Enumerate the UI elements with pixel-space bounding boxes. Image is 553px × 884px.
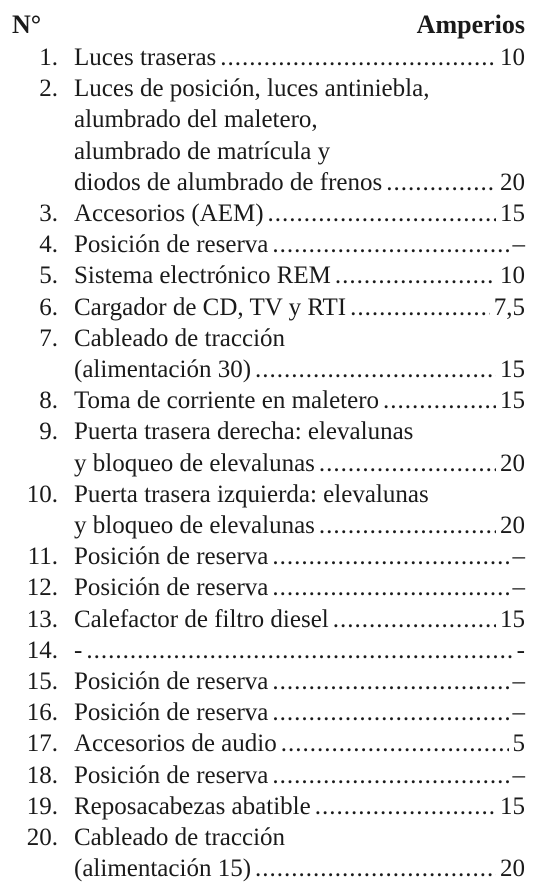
description-line <box>74 385 525 416</box>
fuse-entry <box>12 572 525 603</box>
description-text: Reposacabezas abatible <box>74 792 311 820</box>
fuse-number: 2. <box>39 75 58 103</box>
dot-leader <box>272 541 508 572</box>
description-line <box>74 541 525 572</box>
amperage-value: – <box>512 574 525 602</box>
description-text: Luces traseras <box>74 44 217 71</box>
description-line <box>74 510 525 541</box>
amperage-value: 20 <box>500 449 525 477</box>
amperage-value: 20 <box>500 512 525 540</box>
fuse-number: 17. <box>26 730 58 758</box>
fuse-description <box>74 198 525 229</box>
table-header <box>12 10 525 40</box>
fuse-number: 1. <box>39 44 58 71</box>
amperage-value: 15 <box>500 356 525 384</box>
amperage-value: 10 <box>500 44 525 71</box>
fuse-number: 14. <box>26 636 58 664</box>
dot-leader <box>255 853 496 884</box>
description-line <box>74 167 525 198</box>
dot-leader <box>386 167 496 198</box>
dot-leader <box>315 791 496 822</box>
fuse-entry <box>12 416 525 478</box>
description-line <box>74 292 525 323</box>
fuse-description <box>74 635 525 666</box>
fuse-entry <box>12 292 525 323</box>
fuse-description <box>74 791 525 822</box>
amperage-value: – <box>512 543 525 571</box>
description-line <box>74 604 525 635</box>
amperage-value: – <box>512 668 525 696</box>
fuse-number: 12. <box>26 574 58 602</box>
fuse-number: 18. <box>26 761 58 789</box>
fuse-number: 15. <box>26 668 58 696</box>
amperage-value: 15 <box>500 387 525 415</box>
description-text: y bloqueo de elevalunas <box>74 449 315 477</box>
fuse-entry <box>12 198 525 229</box>
description-text: Posición de reserva <box>74 574 269 602</box>
description-text: Luces de posición, luces antiniebla, <box>74 75 430 103</box>
amperage-value: – <box>512 231 525 259</box>
description-text: alumbrado del maletero, <box>74 106 318 134</box>
description-text: Sistema electrónico REM <box>74 262 331 290</box>
fuse-number: 7. <box>39 324 58 352</box>
description-text: Toma de corriente en maletero <box>74 387 380 415</box>
dot-leader <box>272 760 508 791</box>
dot-leader <box>272 666 508 697</box>
fuse-number: 20. <box>26 824 58 852</box>
fuse-number: 11. <box>27 543 58 571</box>
fuse-number: 3. <box>39 200 58 228</box>
fuse-description <box>74 728 525 759</box>
fuse-entry <box>12 385 525 416</box>
description-line <box>74 760 525 791</box>
fuse-entry <box>12 42 525 73</box>
fuse-entry <box>12 604 525 635</box>
amperage-value: – <box>512 761 525 789</box>
amperage-value: 20 <box>500 855 525 883</box>
description-line <box>74 572 525 603</box>
fuse-description <box>74 666 525 697</box>
amperage-value: 20 <box>500 168 525 196</box>
description-text: Puerta trasera izquierda: elevalunas <box>74 480 429 508</box>
description-line <box>74 323 525 354</box>
fuse-number: 16. <box>26 699 58 727</box>
fuse-number: 13. <box>26 605 58 633</box>
dot-leader <box>272 229 508 260</box>
dot-leader <box>383 385 496 416</box>
fuse-list <box>12 42 525 884</box>
fuse-entry <box>12 728 525 759</box>
fuse-entry <box>12 260 525 291</box>
description-line <box>74 73 525 104</box>
fuse-entry <box>12 479 525 541</box>
description-text: diodos de alumbrado de frenos <box>74 168 383 196</box>
fuse-number: 19. <box>26 792 58 820</box>
number-column-header: N° <box>12 10 42 39</box>
fuse-entry <box>12 73 525 198</box>
description-line <box>74 260 525 291</box>
dot-leader <box>350 292 490 323</box>
description-text: Accesorios (AEM) <box>74 200 264 228</box>
amperage-value: - <box>516 636 525 664</box>
description-line <box>74 853 525 884</box>
description-line <box>74 354 525 385</box>
fuse-entry <box>12 229 525 260</box>
description-text: Accesorios de audio <box>74 730 277 758</box>
description-text: Cargador de CD, TV y RTI <box>74 293 347 321</box>
fuse-number: 10. <box>26 480 58 508</box>
fuse-description <box>74 572 525 603</box>
fuse-number: 6. <box>39 293 58 321</box>
fuse-entry <box>12 323 525 385</box>
fuse-description <box>74 416 525 478</box>
description-text: (alimentación 15) <box>74 855 252 883</box>
fuse-number: 4. <box>39 231 58 259</box>
fuse-description <box>74 385 525 416</box>
description-line <box>74 635 525 666</box>
fuse-description <box>74 229 525 260</box>
fuse-entry <box>12 541 525 572</box>
description-line <box>74 136 525 167</box>
description-text: Cableado de tracción <box>74 824 286 852</box>
dot-leader <box>281 728 509 759</box>
fuse-description <box>74 73 525 198</box>
amperage-value: 15 <box>500 792 525 820</box>
dot-leader <box>220 42 496 73</box>
dot-leader <box>255 354 496 385</box>
dot-leader <box>272 697 508 728</box>
description-text: Posición de reserva <box>74 761 269 789</box>
description-text: (alimentación 30) <box>74 356 252 384</box>
dot-leader <box>333 604 496 635</box>
fuse-description <box>74 697 525 728</box>
amperage-value: – <box>512 699 525 727</box>
fuse-number: 5. <box>39 262 58 290</box>
amperage-value: 7,5 <box>493 293 525 321</box>
fuse-entry <box>12 666 525 697</box>
fuse-number: 9. <box>39 418 58 446</box>
amperage-value: 10 <box>500 262 525 290</box>
dot-leader <box>319 448 496 479</box>
description-text: Puerta trasera derecha: elevalunas <box>74 418 414 446</box>
dot-leader <box>335 260 496 291</box>
description-line <box>74 697 525 728</box>
dot-leader <box>268 198 496 229</box>
description-line <box>74 416 525 447</box>
description-text: Cableado de tracción <box>74 324 286 352</box>
fuse-description <box>74 760 525 791</box>
description-line <box>74 479 525 510</box>
amperes-column-header: Amperios <box>416 10 525 39</box>
description-text: Posición de reserva <box>74 543 269 571</box>
dot-leader <box>272 572 508 603</box>
amperage-value: 15 <box>500 200 525 228</box>
fuse-description <box>74 260 525 291</box>
description-line <box>74 728 525 759</box>
fuse-entry <box>12 791 525 822</box>
fuse-description <box>74 479 525 541</box>
description-text: - <box>74 636 83 664</box>
description-line <box>74 198 525 229</box>
description-text: Posición de reserva <box>74 668 269 696</box>
description-line <box>74 42 525 73</box>
description-text: y bloqueo de elevalunas <box>74 512 315 540</box>
fuse-description <box>74 42 525 73</box>
dot-leader <box>319 510 496 541</box>
amperage-value: 5 <box>512 730 525 758</box>
fuse-description <box>74 323 525 385</box>
description-text: Posición de reserva <box>74 699 269 727</box>
description-line <box>74 666 525 697</box>
description-text: Calefactor de filtro diesel <box>74 605 329 633</box>
description-text: Posición de reserva <box>74 231 269 259</box>
description-line <box>74 448 525 479</box>
dot-leader <box>86 635 512 666</box>
fuse-description <box>74 604 525 635</box>
description-line <box>74 229 525 260</box>
fuse-entry <box>12 635 525 666</box>
fuse-description <box>74 292 525 323</box>
description-line <box>74 104 525 135</box>
description-line <box>74 791 525 822</box>
fuse-description <box>74 541 525 572</box>
fuse-entry <box>12 760 525 791</box>
description-line <box>74 822 525 853</box>
description-text: alumbrado de matrícula y <box>74 137 331 165</box>
fuse-number: 8. <box>39 387 58 415</box>
amperage-value: 15 <box>500 605 525 633</box>
fuse-entry <box>12 697 525 728</box>
